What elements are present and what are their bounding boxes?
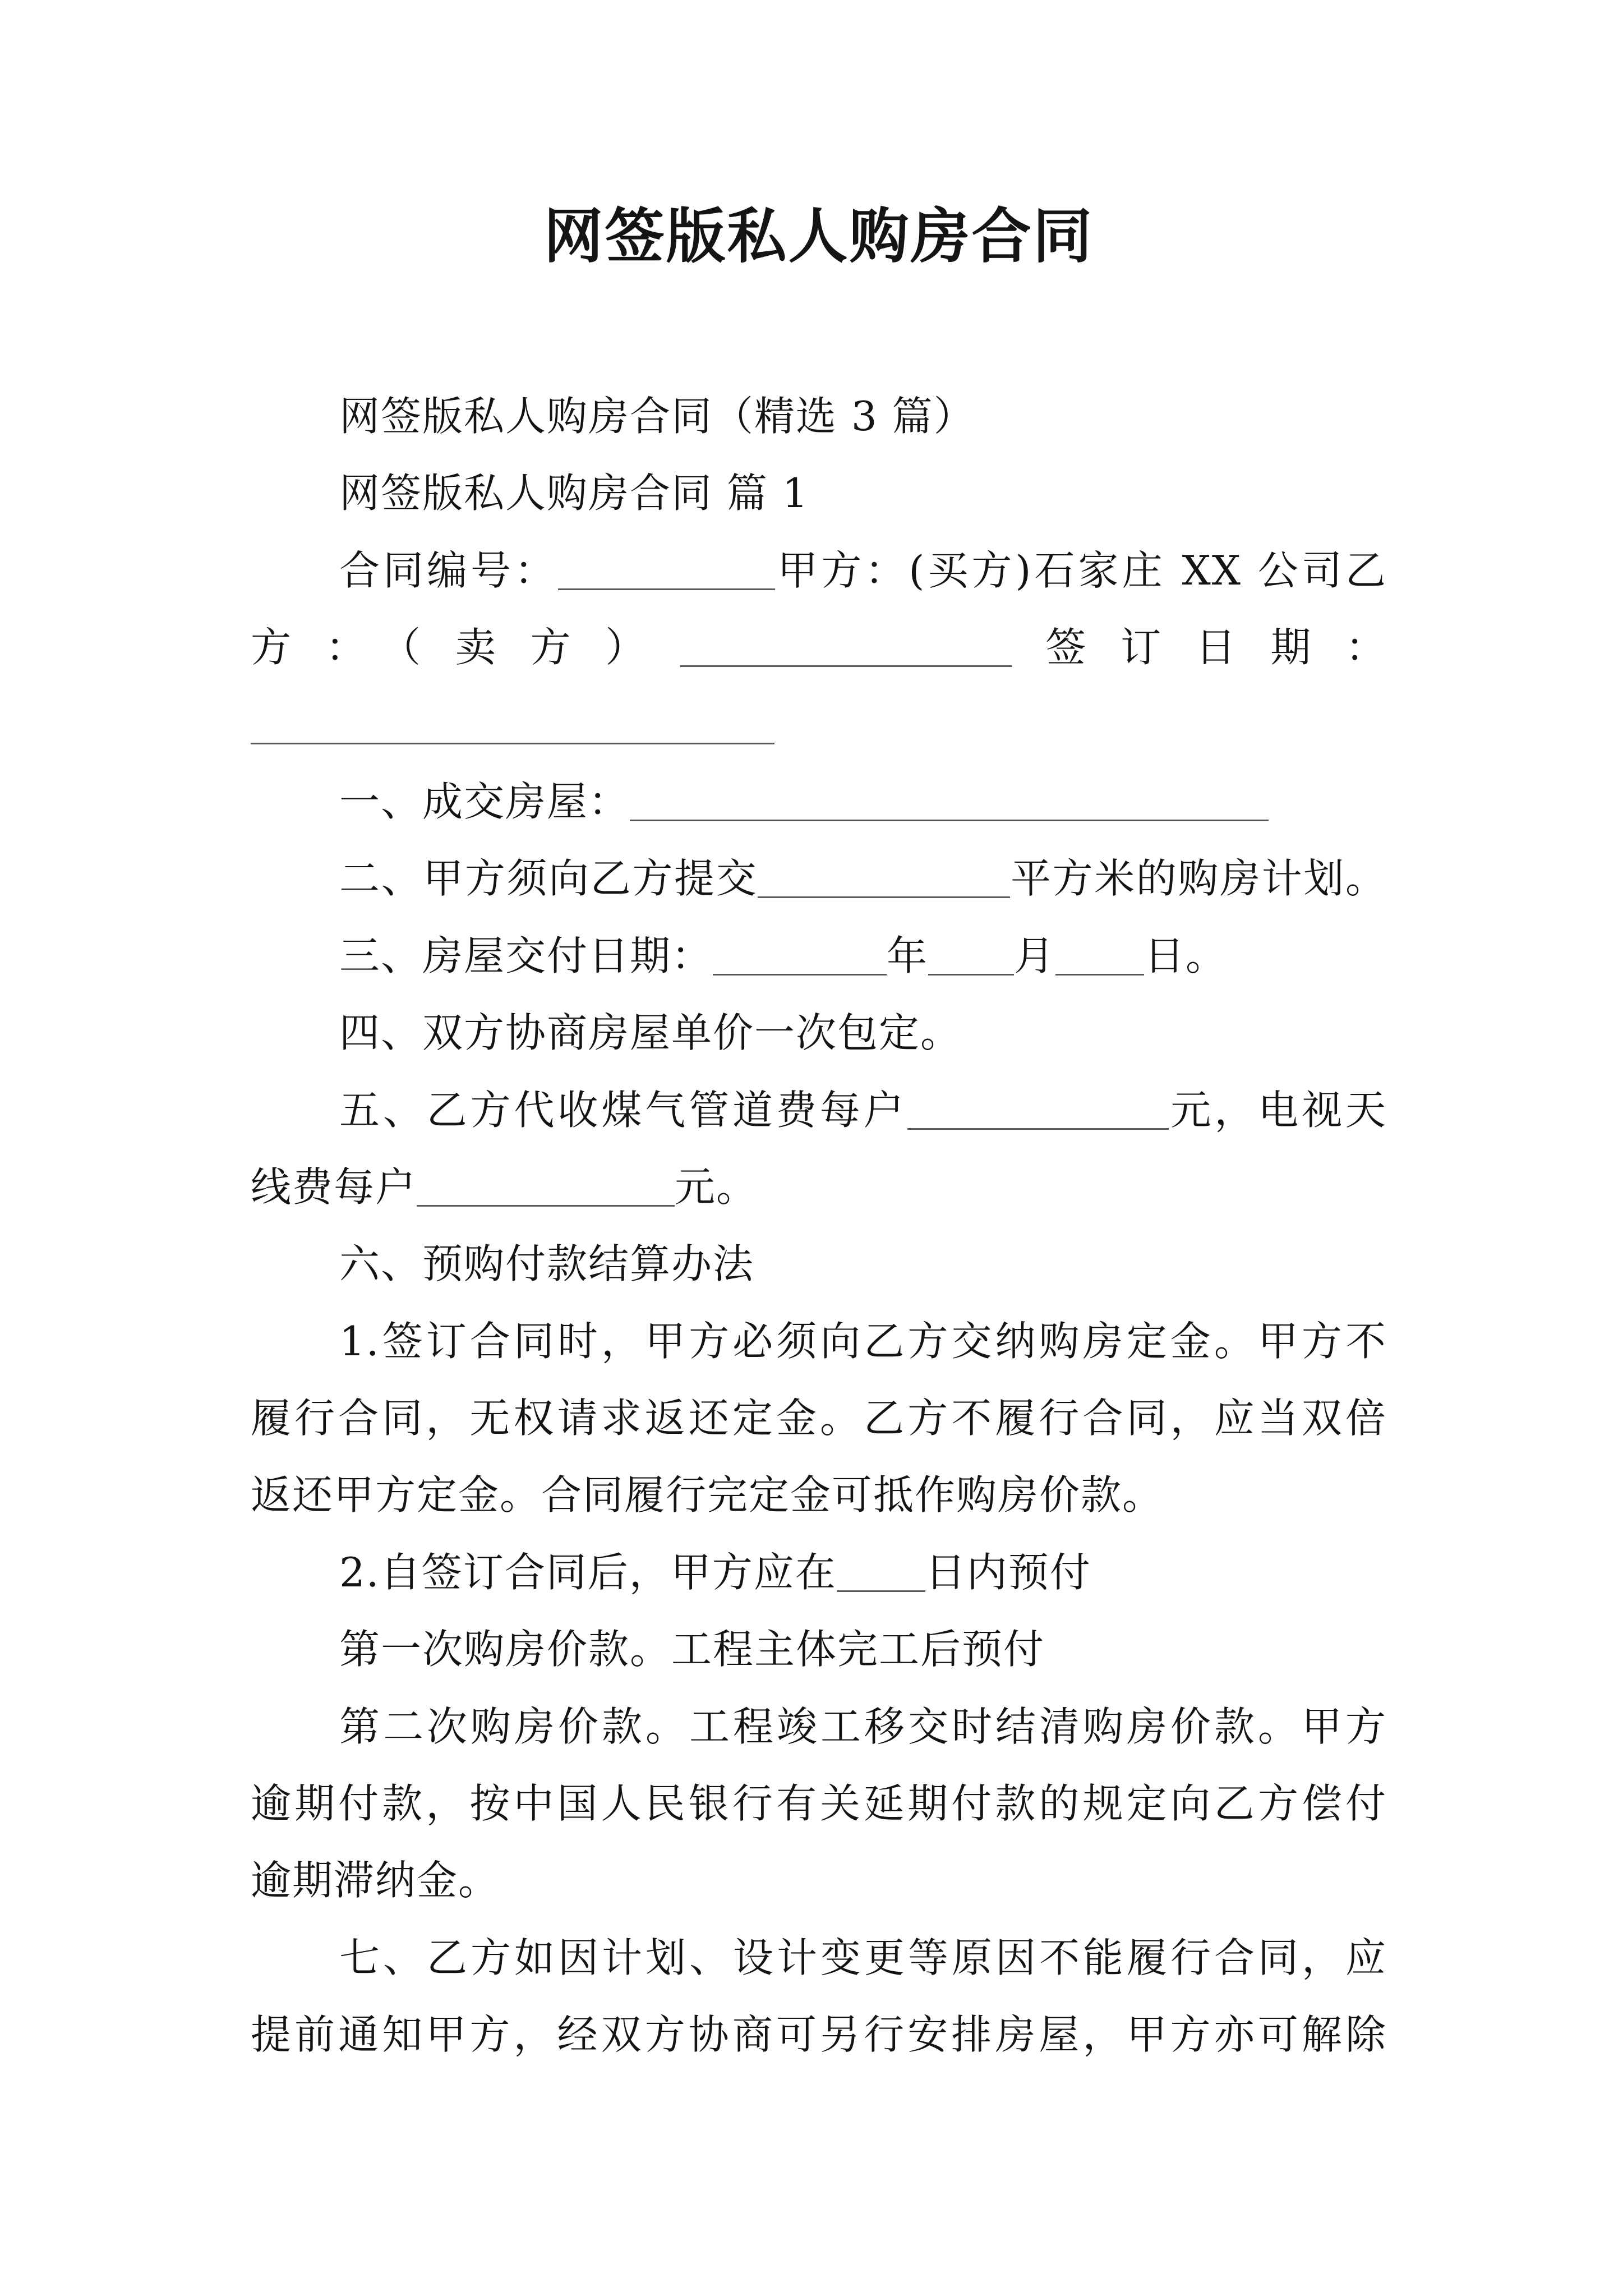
clause-text: 提前通知甲方，经双方协商可另行安排房屋，甲方亦可解除 xyxy=(251,2011,1387,2059)
contract-number-label: 合同编号： xyxy=(339,546,559,594)
fill-in-blank xyxy=(680,665,1012,667)
document-line xyxy=(251,609,1387,686)
clause-text: 五、乙方代收煤气管道费每户 xyxy=(339,1086,907,1134)
fill-in-blank xyxy=(251,743,774,744)
party-b-label: 方：（卖方） xyxy=(251,624,680,671)
document-line xyxy=(251,378,1387,455)
clause-text: 1.签订合同时，甲方必须向乙方交纳购房定金。甲方不 xyxy=(339,1317,1387,1365)
document-body xyxy=(251,378,1387,2074)
document-line xyxy=(251,1920,1387,1996)
document-line xyxy=(251,995,1387,1071)
signing-date-label: 签订日期： xyxy=(1012,624,1387,671)
document-line xyxy=(251,1457,1387,1534)
document-line xyxy=(251,1765,1387,1842)
document-line xyxy=(251,1303,1387,1380)
document-line xyxy=(251,1380,1387,1457)
document-line xyxy=(251,1226,1387,1303)
document-line xyxy=(251,918,1387,995)
fill-in-blank xyxy=(907,1128,1169,1130)
clause-text: 三、房屋交付日期： xyxy=(339,932,713,979)
document-line xyxy=(251,1996,1387,2073)
clause-text: 线费每户 xyxy=(251,1163,417,1211)
clause-text: 第二次购房价款。工程竣工移交时结清购房价款。甲方 xyxy=(339,1703,1387,1750)
clause-text: 七、乙方如因计划、设计变更等原因不能履行合同，应 xyxy=(339,1934,1387,1981)
fill-in-blank xyxy=(630,820,1269,821)
document-line xyxy=(251,1149,1387,1226)
fill-in-blank xyxy=(417,1205,675,1207)
fill-in-blank xyxy=(758,896,1010,898)
clause-text: 履行合同，无权请求返还定金。乙方不履行合同，应当双倍 xyxy=(251,1395,1387,1442)
document-title: 网签版私人购房合同 xyxy=(543,201,1094,271)
day-label: 日。 xyxy=(1144,932,1228,979)
clause-text: 四、双方协商房屋单价一次包定。 xyxy=(339,1009,962,1057)
collection-title: 网签版私人购房合同（精选 3 篇） xyxy=(339,393,975,440)
document-line xyxy=(251,532,1387,609)
fill-in-blank xyxy=(1055,974,1144,976)
document-line xyxy=(251,763,1387,840)
clause-text: 元，电视天 xyxy=(1168,1086,1387,1134)
party-a-text: 甲方：(买方)石家庄 XX 公司乙 xyxy=(775,546,1387,594)
document-line xyxy=(251,455,1387,532)
clause-text: 2.自签订合同后，甲方应在 xyxy=(339,1548,837,1596)
fill-in-blank xyxy=(928,974,1014,976)
clause-text: 逾期付款，按中国人民银行有关延期付款的规定向乙方偿付 xyxy=(251,1780,1387,1828)
document-line xyxy=(251,1688,1387,1765)
clause-text: 一、成交房屋： xyxy=(339,777,630,825)
fill-in-blank xyxy=(558,588,775,590)
document-line xyxy=(251,1842,1387,1919)
document-line xyxy=(251,1611,1387,1688)
clause-text: 平方米的购房计划。 xyxy=(1010,855,1387,903)
fill-in-blank xyxy=(837,1590,925,1592)
clause-text: 返还甲方定金。合同履行完定金可抵作购房价款。 xyxy=(251,1471,1164,1519)
fill-in-blank xyxy=(713,974,887,976)
part-heading: 网签版私人购房合同 篇 1 xyxy=(339,470,809,517)
clause-text: 日内预付 xyxy=(925,1548,1091,1596)
clause-text: 二、甲方须向乙方提交 xyxy=(339,855,758,903)
document-line xyxy=(251,840,1387,917)
clause-text: 逾期滞纳金。 xyxy=(251,1857,500,1904)
document-line xyxy=(251,1072,1387,1149)
document-line xyxy=(251,1534,1387,1611)
clause-text: 元。 xyxy=(675,1163,758,1211)
clause-heading: 六、预购付款结算办法 xyxy=(339,1240,755,1288)
document-line xyxy=(251,687,1387,763)
year-label: 年 xyxy=(887,932,929,979)
clause-text: 第一次购房价款。工程主体完工后预付 xyxy=(339,1626,1045,1673)
month-label: 月 xyxy=(1014,932,1056,979)
